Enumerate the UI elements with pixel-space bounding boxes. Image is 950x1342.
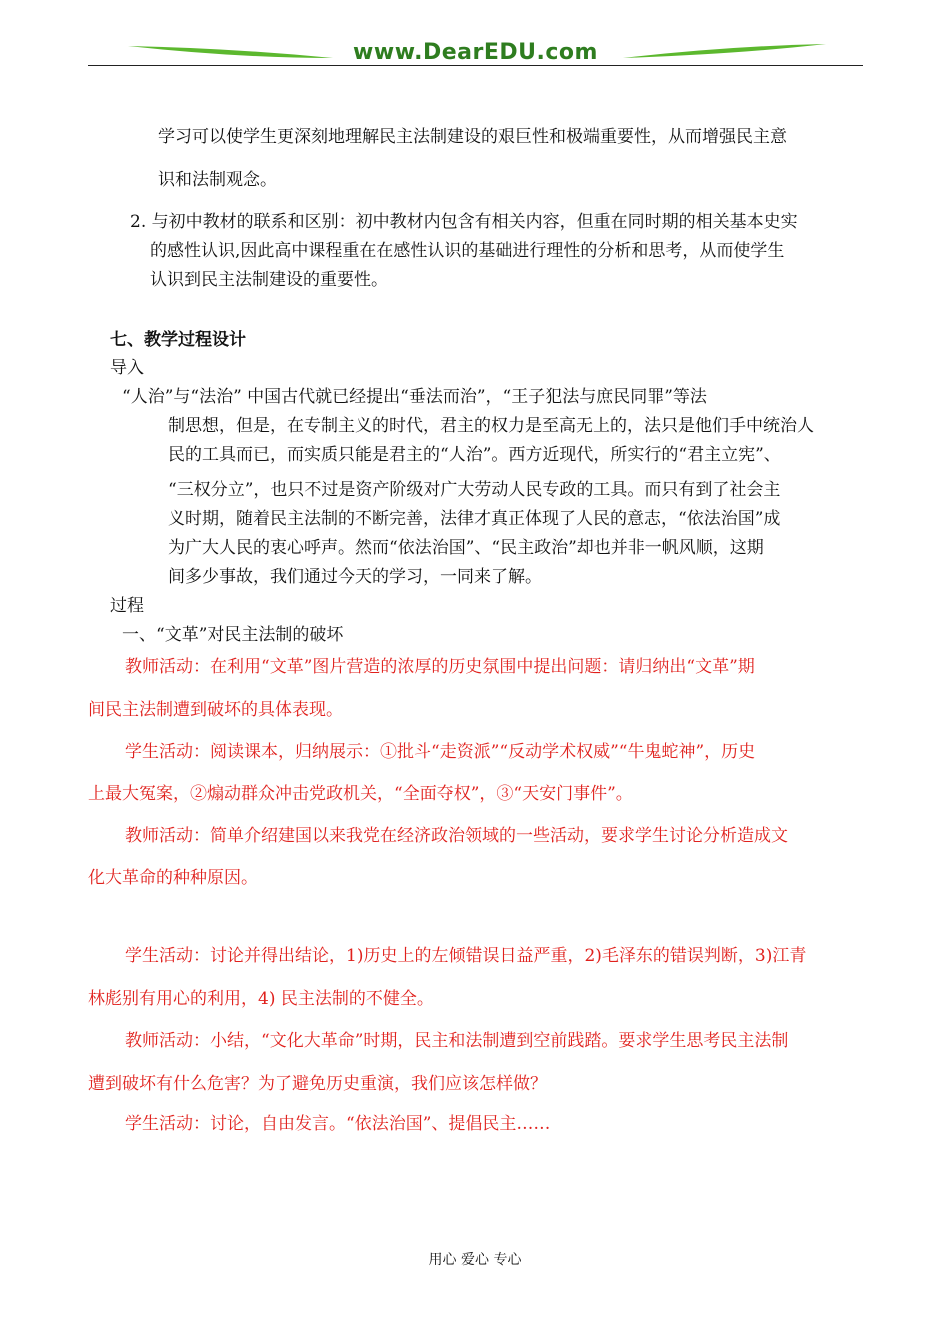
- text-line: 间民主法制遭到破坏的具体表现。: [88, 700, 343, 720]
- text-line: 民的工具而已，而实质只能是君主的“人治”。西方近现代，所实行的“君主立宪”、: [168, 445, 781, 465]
- site-header: [88, 36, 863, 76]
- student-activity: 学生活动：讨论并得出结论，1)历史上的左倾错误日益严重，2)毛泽东的错误判断，3)江青: [125, 946, 807, 966]
- text-line: 识和法制观念。: [158, 170, 277, 190]
- text-line: 为广大人民的衷心呼声。然而“依法治国”、“民主政治”却也并非一帆风顺，这期: [168, 538, 764, 558]
- student-activity: 学生活动：阅读课本，归纳展示：①批斗“走资派”“反动学术权威”“牛鬼蛇神”，历史: [125, 742, 756, 762]
- text-line: 上最大冤案，②煽动群众冲击党政机关，“全面夺权”，③“天安门事件”。: [88, 784, 633, 804]
- text-line: 遭到破坏有什么危害？为了避免历史重演，我们应该怎样做？: [88, 1074, 547, 1094]
- header-rule: [88, 65, 863, 66]
- teacher-activity: 教师活动：简单介绍建国以来我党在经济政治领域的一些活动，要求学生讨论分析造成文: [125, 826, 788, 846]
- text-line: “人治”与“法治” 中国古代就已经提出“垂法而治”，“王子犯法与庶民同罪”等法: [122, 387, 707, 407]
- section-heading: 七、教学过程设计: [110, 330, 246, 350]
- student-activity: 学生活动：讨论，自由发言。“依法治国”、提倡民主……: [125, 1114, 551, 1134]
- text-line: 化大革命的种种原因。: [88, 868, 258, 888]
- text-line: 学习可以使学生更深刻地理解民主法制建设的艰巨性和极端重要性，从而增强民主意: [158, 127, 787, 147]
- list-item-2: 2. 与初中教材的联系和区别：初中教材内包含有相关内容，但重在同时期的相关基本史实: [130, 212, 798, 232]
- teacher-activity: 教师活动：小结，“文化大革命”时期，民主和法制遭到空前践踏。要求学生思考民主法制: [125, 1031, 789, 1051]
- teacher-activity: 教师活动：在利用“文革”图片营造的浓厚的历史氛围中提出问题：请归纳出“文革”期: [125, 657, 755, 677]
- text-line: 义时期，随着民主法制的不断完善，法律才真正体现了人民的意志，“依法治国”成: [168, 509, 781, 529]
- text-line: 的感性认识,因此高中课程重在在感性认识的基础进行理性的分析和思考，从而使学生: [150, 241, 785, 261]
- text-line: 认识到民主法制建设的重要性。: [150, 270, 388, 290]
- text-line: 林彪别有用心的利用，4) 民主法制的不健全。: [88, 989, 434, 1009]
- text-line: 间多少事故，我们通过今天的学习，一同来了解。: [168, 567, 542, 587]
- site-logo-text[interactable]: www.DearEDU.com: [353, 40, 598, 65]
- text-line: 制思想，但是，在专制主义的时代，君主的权力是至高无上的，法只是他们手中统治人: [168, 416, 814, 436]
- subheading-process: 过程: [110, 596, 144, 616]
- page-footer: 用心 爱心 专心: [428, 1252, 522, 1268]
- subsection-title: 一、“文革”对民主法制的破坏: [122, 625, 344, 645]
- text-line: “三权分立”，也只不过是资产阶级对广大劳动人民专政的工具。而只有到了社会主: [168, 480, 781, 500]
- subheading-intro: 导入: [110, 358, 144, 378]
